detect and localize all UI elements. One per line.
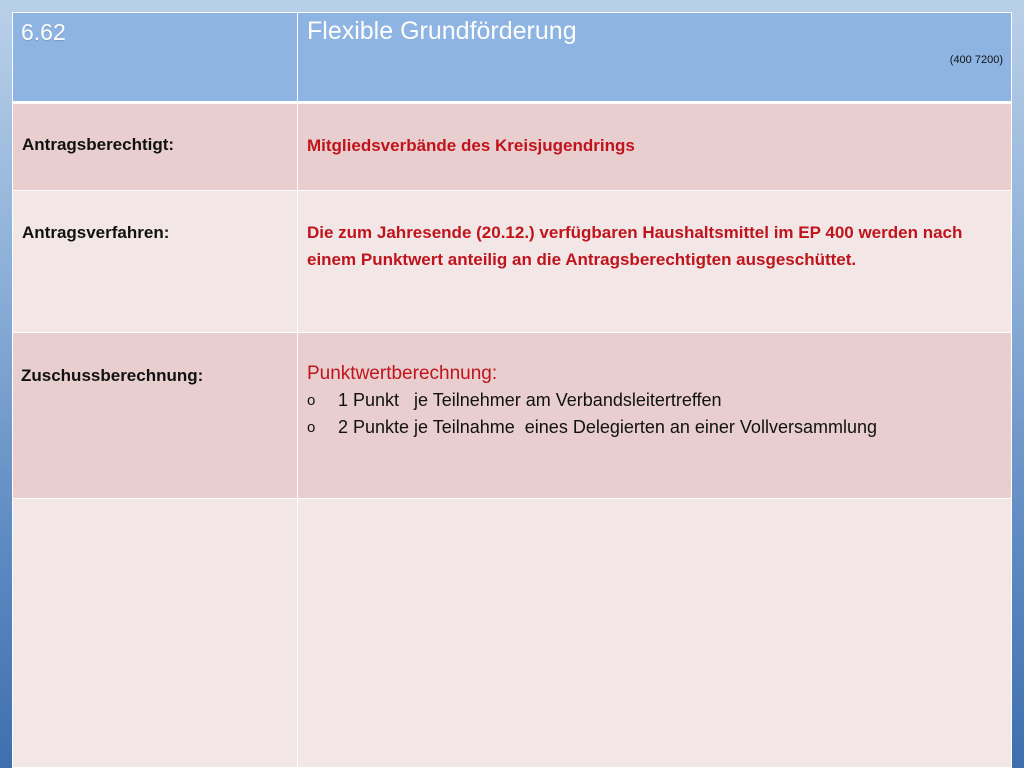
table-row bbox=[13, 333, 1012, 499]
budget-code: (400 7200) bbox=[949, 54, 1003, 66]
table-row bbox=[13, 191, 1012, 333]
section-number: 6.62 bbox=[21, 19, 66, 45]
list-item-text: 1 Punkt je Teilnehmer am Verbandsleitertreffen bbox=[338, 390, 722, 410]
row-label: Zuschussberechnung: bbox=[21, 366, 204, 385]
circle-bullet-icon: o bbox=[307, 392, 316, 409]
list-item bbox=[307, 387, 1011, 414]
section-title: Flexible Grundförderung bbox=[307, 17, 577, 45]
label-cell bbox=[13, 333, 298, 499]
empty-value-cell bbox=[298, 499, 1012, 768]
header-number-cell bbox=[13, 13, 298, 103]
funding-table bbox=[12, 12, 1012, 768]
row-label: Antragsverfahren: bbox=[22, 223, 170, 242]
row-label: Antragsberechtigt: bbox=[22, 135, 175, 154]
row-value: Mitgliedsverbände des Kreisjugendrings bbox=[307, 136, 635, 155]
header-row bbox=[13, 13, 1012, 103]
label-cell bbox=[13, 191, 298, 333]
list-item bbox=[307, 414, 1011, 441]
value-cell bbox=[298, 333, 1012, 499]
value-cell bbox=[298, 103, 1012, 191]
list-item-text: 2 Punkte je Teilnahme eines Delegierten an einer Vollversammlung bbox=[338, 417, 877, 437]
table-row bbox=[13, 103, 1012, 191]
value-cell bbox=[298, 191, 1012, 333]
empty-row bbox=[13, 499, 1012, 768]
circle-bullet-icon: o bbox=[307, 419, 316, 436]
empty-label-cell bbox=[13, 499, 298, 768]
calculation-title: Punktwertberechnung: bbox=[307, 363, 498, 384]
row-value: Die zum Jahresende (20.12.) verfügbaren Haushaltsmittel im EP 400 werden nach einem Punktwert anteilig an die Antragsberechtigten ausgeschüttet. bbox=[307, 223, 963, 269]
label-cell bbox=[13, 103, 298, 191]
header-title-cell bbox=[298, 13, 1012, 103]
calculation-list bbox=[298, 387, 1011, 441]
